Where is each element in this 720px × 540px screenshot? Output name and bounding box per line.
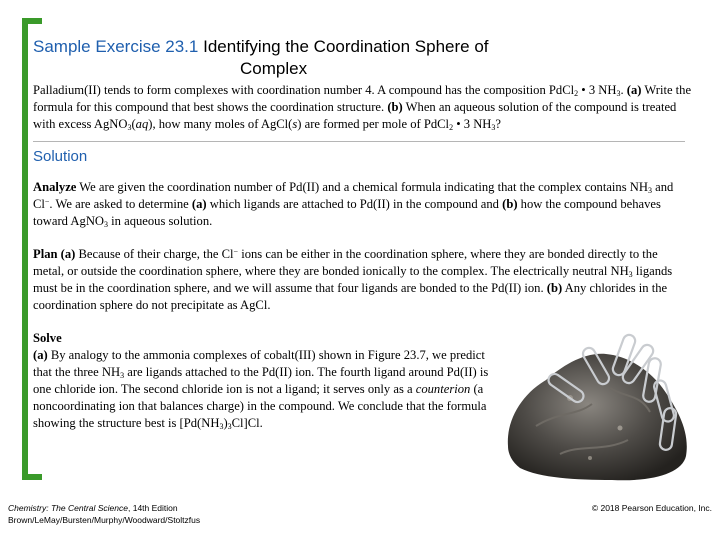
authors: Brown/LeMay/Bursten/Murphy/Woodward/Stoltzfus bbox=[8, 515, 201, 525]
book-title: Chemistry: The Central Science bbox=[8, 503, 128, 513]
analyze-paragraph: Analyze We are given the coordination number of Pd(II) and a chemical formula indicating that the complex contains $NH_3$ and Cl−. We are asked to determine (a) which ligands are attached to Pd(II) in the compound and (b) how the compound behaves toward AgNO$_3$ in aqueous solution. bbox=[33, 180, 674, 229]
copyright: © 2018 Pearson Education, Inc. bbox=[591, 503, 712, 513]
plan-paragraph: Plan (a) Because of their charge, the Cl− ions can be either in the coordination sphere, where they are bonded directly to the metal, or outside the coordination sphere, where they are bonded ionically to the complex. The electrically neutral $NH_3$ ligands must be in the coordination sphere, and we will assume that four ligands are bonded to the Pd(II) ion. (b) Any chlorides in the coordination sphere do not precipitate as AgCl. bbox=[33, 247, 673, 312]
footer-citation: Chemistry: The Central Science, 14th Edition Brown/LeMay/Bursten/Murphy/Woodward/Stoltzfus bbox=[8, 503, 201, 525]
title-line1: Identifying the Coordination Sphere of bbox=[203, 37, 489, 56]
divider bbox=[33, 141, 685, 142]
title-line2: Complex bbox=[240, 59, 308, 78]
solve-paragraph: Solve (a) By analogy to the ammonia complexes of cobalt(III) shown in Figure 23.7, we predict that the three $NH_3$ are ligands attached to the Pd(II) ion. The fourth ligand around Pd(II) is one chloride ion. The second chloride ion is not a ligand; it serves only as a counterion (a noncoordinating ion that balances charge) in the compound. We conclude that the formula showing the structure best is $[Pd(NH_3)_3Cl]Cl$. bbox=[33, 331, 489, 431]
rock-paperclips-photo bbox=[500, 328, 706, 484]
problem-statement: Palladium(II) tends to form complexes with coordination number 4. A compound has the composition PdCl$_2$ • 3 $NH_3$. (a) Write the formula for this compound that best shows the coordination structure. (b) When an aqueous solution of the compound is treated with excess AgNO$_3$(aq), how many moles of AgCl(s) are formed per mole of PdCl$_2$ • 3 $NH_3$? bbox=[33, 83, 692, 132]
solution-heading: Solution bbox=[33, 148, 88, 165]
green-bracket-bottom bbox=[22, 474, 42, 480]
exercise-label: Sample Exercise 23.1 bbox=[33, 37, 199, 56]
green-bracket-vertical bbox=[22, 18, 28, 480]
page-title bbox=[33, 36, 673, 80]
green-bracket-top bbox=[22, 18, 42, 24]
